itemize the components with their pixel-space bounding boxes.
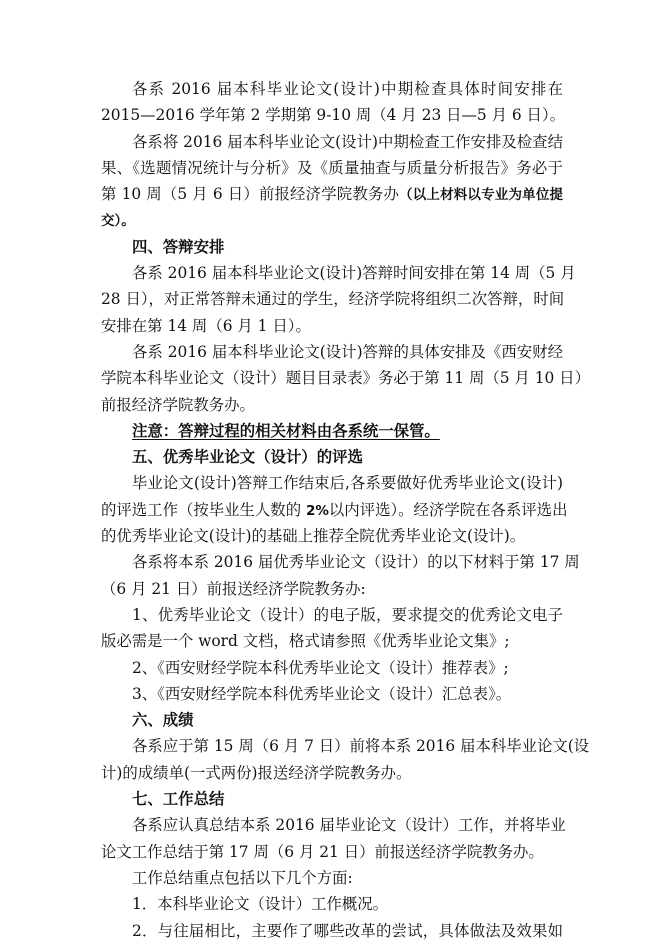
- document-body: [101, 76, 590, 944]
- line-text: 28 日），对正常答辩未通过的学生，经济学院将组织二次答辩，时间: [101, 290, 565, 309]
- line-text: 工作总结重点包括以下几个方面:: [132, 868, 353, 887]
- text-line: [101, 497, 568, 523]
- text-line: [101, 155, 563, 181]
- section-heading: [101, 786, 563, 812]
- text-line: [101, 392, 563, 418]
- line-text: 各系将本系 2016 届优秀毕业论文（设计）的以下材料于第 17 周: [132, 553, 580, 572]
- line-text: 2015—2016 学年第 2 学期第 9-10 周（4 月 23 日—5 月 6 日）。: [101, 106, 566, 125]
- text-line: [101, 891, 563, 917]
- text-line: [101, 102, 566, 128]
- text-line: [101, 365, 590, 391]
- line-text: 五、优秀毕业论文（设计）的评选: [132, 448, 363, 467]
- text-line: [101, 839, 563, 865]
- line-text: 各系 2016 届本科毕业论文(设计)答辩时间安排在第 14 周（5 月: [132, 264, 576, 283]
- line-text: 第 10 周（5 月 6 日）前报经济学院教务办: [101, 185, 400, 204]
- section-heading: [101, 234, 563, 260]
- text-line: [101, 523, 563, 549]
- line-text: 六、成绩: [132, 711, 194, 730]
- line-text: 果、《选题情况统计与分析》及《质量抽查与质量分析报告》务必于: [101, 158, 563, 177]
- text-line: [101, 760, 563, 786]
- line-text: 计)的成绩单(一式两份)报送经济学院教务办。: [101, 763, 412, 782]
- line-text: 以内评选）。经济学院在各系评选出: [328, 500, 568, 519]
- text-line: [101, 576, 563, 602]
- text-line: [101, 549, 580, 575]
- line-text: （6 月 21 日）前报送经济学院教务办:: [101, 579, 366, 598]
- bold-note-text: 交）。: [101, 213, 135, 230]
- text-line: [101, 733, 590, 759]
- section-heading: [101, 707, 563, 733]
- line-text: 注意：答辩过程的相关材料由各系统一保管。: [132, 421, 440, 440]
- line-text: 1、优秀毕业论文（设计）的电子版，要求提交的优秀论文电子: [132, 605, 563, 624]
- text-line: [101, 918, 563, 944]
- text-line: [101, 339, 563, 365]
- text-line: [101, 681, 563, 707]
- text-line: [101, 602, 563, 628]
- text-line: [101, 76, 563, 102]
- line-text: 3、《西安财经学院本科优秀毕业论文（设计）汇总表》。: [132, 684, 512, 703]
- line-text: 学院本科毕业论文（设计）题目目录表》务必于第 11 周（5 月 10 日）: [101, 369, 590, 388]
- line-text: 2、《西安财经学院本科优秀毕业论文（设计）推荐表》;: [132, 658, 509, 677]
- line-text: 的评选工作（按毕业生人数的: [101, 500, 306, 519]
- line-text: 版必需是一个 word 文档，格式请参照《优秀毕业论文集》;: [101, 632, 510, 651]
- bold-note-text: （以上材料以专业为单位提: [399, 187, 563, 204]
- line-text: 各系应于第 15 周（6 月 7 日）前将本系 2016 届本科毕业论文(设: [132, 737, 590, 756]
- bold-inline-text: 2%: [305, 502, 329, 519]
- text-line: [101, 313, 563, 339]
- line-text: 各系将 2016 届本科毕业论文(设计)中期检查工作安排及检查结: [132, 132, 563, 151]
- text-line: [101, 812, 566, 838]
- line-text: 前报经济学院教务办。: [101, 395, 255, 414]
- text-line: [101, 260, 576, 286]
- line-text: 各系 2016 届本科毕业论文(设计)中期检查具体时间安排在: [132, 80, 563, 98]
- line-text: 论文工作总结于第 17 周（6 月 21 日）前报送经济学院教务办。: [101, 842, 544, 861]
- line-text: 各系 2016 届本科毕业论文(设计)答辩的具体安排及《西安财经: [132, 342, 563, 361]
- line-text: 毕业论文(设计)答辩工作结束后,各系要做好优秀毕业论文(设计): [132, 474, 563, 493]
- line-text: 安排在第 14 周（6 月 1 日）。: [101, 316, 311, 335]
- text-line: [101, 655, 563, 681]
- line-text: 的优秀毕业论文(设计)的基础上推荐全院优秀毕业论文(设计)。: [101, 527, 526, 546]
- text-line: [101, 129, 563, 155]
- section-heading: [101, 444, 563, 470]
- text-line: [101, 286, 563, 312]
- line-text: 2．与往届相比，主要作了哪些改革的尝试，具体做法及效果如: [132, 921, 563, 940]
- note-text: [101, 418, 563, 444]
- text-line: [101, 865, 563, 891]
- line-text: 各系应认真总结本系 2016 届毕业论文（设计）工作，并将毕业: [132, 816, 566, 835]
- text-line: [101, 181, 563, 207]
- line-text: 1．本科毕业论文（设计）工作概况。: [132, 895, 389, 914]
- text-line: [101, 470, 563, 496]
- text-line: [101, 207, 563, 233]
- line-text: 七、工作总结: [132, 790, 225, 809]
- text-line: [101, 628, 563, 654]
- line-text: 四、答辩安排: [132, 237, 225, 256]
